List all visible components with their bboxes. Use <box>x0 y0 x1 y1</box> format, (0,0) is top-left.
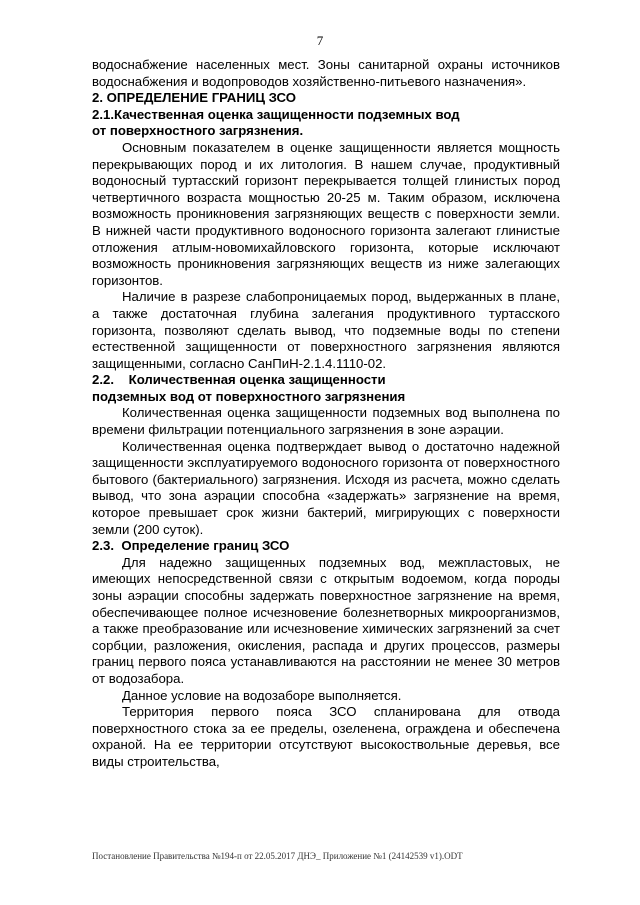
footer-text: Постановление Правительства №194-п от 22.05.2017 ДНЭ_ Приложение №1 (24142539 v1).ODT <box>92 851 463 861</box>
paragraph-3: Количественная оценка защищенности подземных вод выполнена по времени фильтрации потенциального загрязнения в зоне аэрации. <box>92 405 560 438</box>
subsection-heading-2-1-line2: от поверхностного загрязнения. <box>92 123 304 139</box>
subsection-heading-2-3: 2.3. Определение границ ЗСО <box>92 538 290 554</box>
document-body <box>92 57 560 771</box>
section-heading: 2. ОПРЕДЕЛЕНИЕ ГРАНИЦ ЗСО <box>92 90 297 106</box>
paragraph-1: Основным показателем в оценке защищенности является мощность перекрывающих пород и их литология. В нашем случае, продуктивный водоносный туртасский горизонт перекрывается толщей глинистых пород четвертичного возраста мощностью 20-25 м. Таким образом, исключена возможность проникновения загрязняющих веществ с поверхности земли. В нижней части продуктивного водоносного горизонта залегают глинистые отложения атлым-новомихайловского горизонта, которые исключают возможность проникновения загрязняющих веществ из ниже залегающих горизонтов. <box>92 139 560 288</box>
paragraph-7: Территория первого пояса ЗСО спланирована для отвода поверхностного стока за ее пределы, озеленена, ограждена и обеспечена охраной. На ее территории отсутствуют высокоствольные деревья, все виды строительства, <box>92 704 560 769</box>
subsection-heading-2-2-line1: 2.2. Количественная оценка защищенности <box>92 372 386 388</box>
subsection-heading-2-1-line1: 2.1.Качественная оценка защищенности подземных вод <box>92 106 460 122</box>
page-number: 7 <box>316 33 324 48</box>
paragraph-2: Наличие в разрезе слабопроницаемых пород, выдержанных в плане, а также достаточная глубина залегания продуктивного туртасского горизонта, позволяют сделать вывод, что подземные воды по степени естественной защищенности от поверхностного загрязнения являются защищенными, согласно СанПиН-2.1.4.1110-02. <box>92 289 560 371</box>
paragraph-5: Для надежно защищенных подземных вод, межпластовых, не имеющих непосредственной связи с открытым водоемом, когда породы зоны аэрации способны задержать поверхностное загрязнение на время, обеспечивающее полное исчезновение болезнетворных микроорганизмов, а также преобразование или исчезновение химических загрязнений за счет сорбции, разложения, окисления, распада и других процессов, размеры границ первого пояса устанавливаются на расстоянии не менее 30 метров от водозабора. <box>92 554 560 686</box>
intro-paragraph: водоснабжение населенных мест. Зоны санитарной охраны источников водоснабжения и водопроводов хозяйственно-питьевого назначения». <box>92 57 560 89</box>
paragraph-4: Количественная оценка подтверждает вывод о достаточно надежной защищенности эксплуатируемого водоносного горизонта от поверхностного бытового (бактериального) загрязнения. Исходя из расчета, можно сделать вывод, что зона аэрации способна «задержать» загрязнение на время, которое превышает срок жизни бактерий, мигрирующих с поверхности земли (200 суток). <box>92 438 560 537</box>
subsection-heading-2-2-line2: подземных вод от поверхностного загрязнения <box>92 388 406 404</box>
paragraph-6: Данное условие на водозаборе выполняется. <box>122 687 402 703</box>
